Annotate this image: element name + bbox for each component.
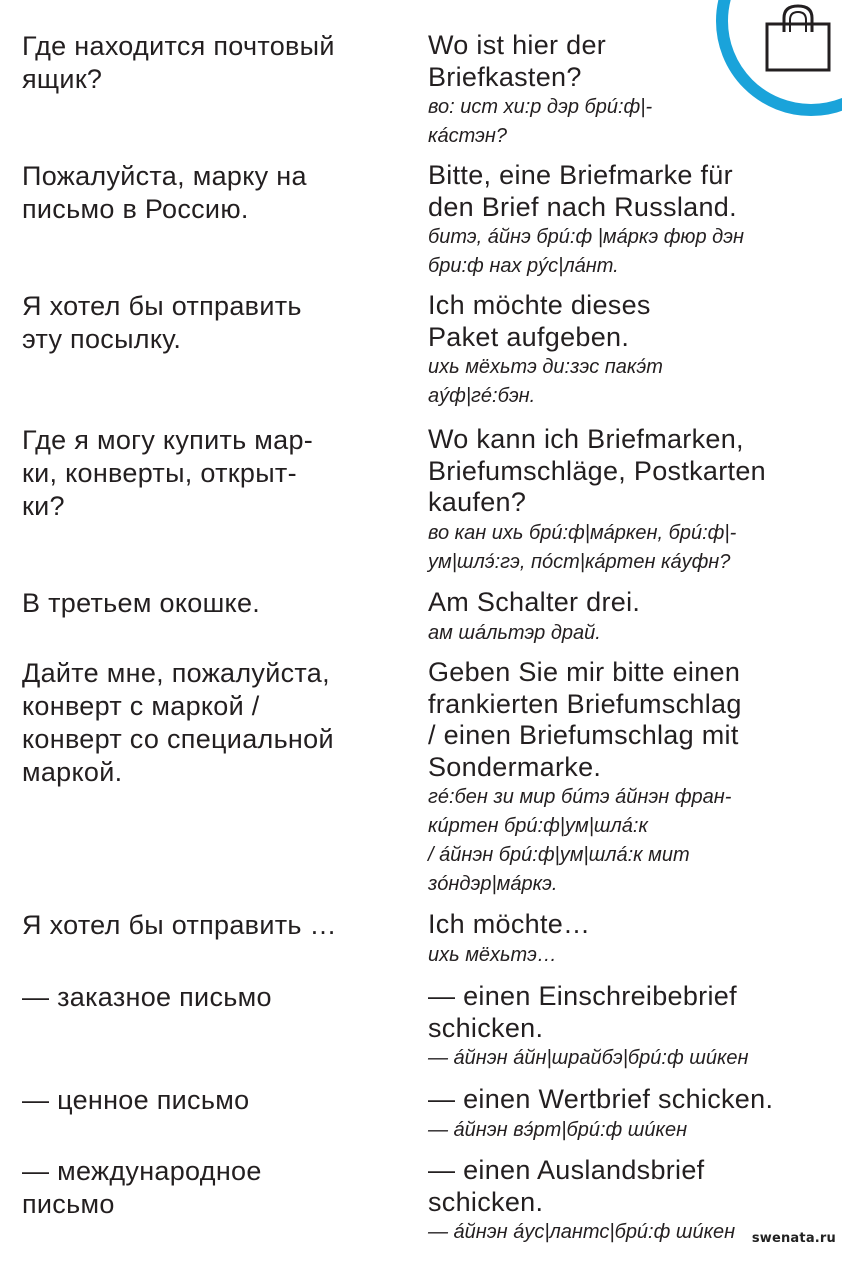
german-text: Ich möchte… <box>428 909 591 939</box>
russian-phrase <box>22 290 397 356</box>
german-phrase <box>428 981 840 1073</box>
german-phrase <box>428 290 840 411</box>
transcription: — áйнэн áйн|шрайбэ|брú:ф шúкен <box>428 1047 749 1069</box>
russian-phrase <box>22 160 397 226</box>
russian-text: Где я могу купить мар- ки, конверты, открыт- ки? <box>22 425 314 521</box>
russian-text: Я хотел бы отправить … <box>22 910 337 940</box>
russian-phrase <box>22 30 397 96</box>
german-phrase <box>428 909 840 970</box>
german-phrase <box>428 424 840 577</box>
german-phrase <box>428 30 840 151</box>
russian-phrase <box>22 1084 397 1117</box>
russian-text: Пожалуйста, марку на письмо в Россию. <box>22 161 307 224</box>
watermark: swenata.ru <box>751 1231 836 1246</box>
german-phrase <box>428 657 840 899</box>
russian-text: Где находится почтовый ящик? <box>22 31 335 94</box>
german-text: — einen Auslandsbrief schicken. <box>428 1155 705 1217</box>
russian-text: Дайте мне, пожалуйста, конверт с маркой / конверт со специальной маркой. <box>22 658 334 787</box>
transcription: ам шáльтэр драй. <box>428 621 601 644</box>
russian-text: Я хотел бы отправить эту посылку. <box>22 291 302 354</box>
russian-text: — заказное письмо <box>22 982 272 1012</box>
transcription: гé:бен зи мир бúтэ áйнэн фран- кúртен брú:ф|ум|шлá:к / áйнэн брú:ф|ум|шлá:к мит зóндэр|мáркэ. <box>428 786 732 895</box>
german-text: Wo kann ich Briefmarken, Briefumschläge, Postkarten kaufen? <box>428 424 766 517</box>
german-text: Ich möchte dieses Paket aufgeben. <box>428 290 651 352</box>
german-text: Wo ist hier der Briefkasten? <box>428 30 607 92</box>
transcription: битэ, áйнэ брú:ф |мáркэ фюр дэн бри:ф нах рýс|лáнт. <box>428 226 745 277</box>
german-phrase <box>428 1084 840 1145</box>
russian-phrase <box>22 587 397 620</box>
transcription: — áйнэн вэ́рт|брú:ф шúкен <box>428 1118 688 1141</box>
transcription: — áйнэн áус|лантс|брú:ф шúкен <box>428 1221 736 1243</box>
russian-phrase <box>22 657 397 789</box>
russian-phrase <box>22 424 397 523</box>
german-text: Geben Sie mir bitte einen frankierten Briefumschlag / einen Briefumschlag mit Sondermarke. <box>428 657 742 782</box>
german-text: Am Schalter drei. <box>428 587 641 617</box>
transcription: ихь мёхьтэ ди:зэс пакэ́т аýф|гé:бэн. <box>428 356 663 407</box>
transcription: во: ист хи:р дэр брú:ф|- кáстэн? <box>428 96 653 147</box>
russian-phrase <box>22 1155 397 1221</box>
russian-phrase <box>22 909 397 942</box>
german-text: — einen Einschreibebrief schicken. <box>428 981 737 1043</box>
german-phrase <box>428 160 840 281</box>
russian-text: — ценное письмо <box>22 1085 250 1115</box>
russian-text: В третьем окошке. <box>22 588 261 618</box>
russian-phrase <box>22 981 397 1014</box>
transcription: ихь мёхьтэ… <box>428 943 557 966</box>
transcription: во кан ихь брú:ф|мáркен, брú:ф|- ум|шлэ́:гэ, пóст|кáртен кáуфн? <box>428 521 737 573</box>
german-phrase <box>428 587 840 648</box>
german-text: Bitte, eine Briefmarke für den Brief nach Russland. <box>428 160 737 222</box>
german-text: — einen Wertbrief schicken. <box>428 1084 774 1114</box>
russian-text: — международное письмо <box>22 1156 262 1219</box>
